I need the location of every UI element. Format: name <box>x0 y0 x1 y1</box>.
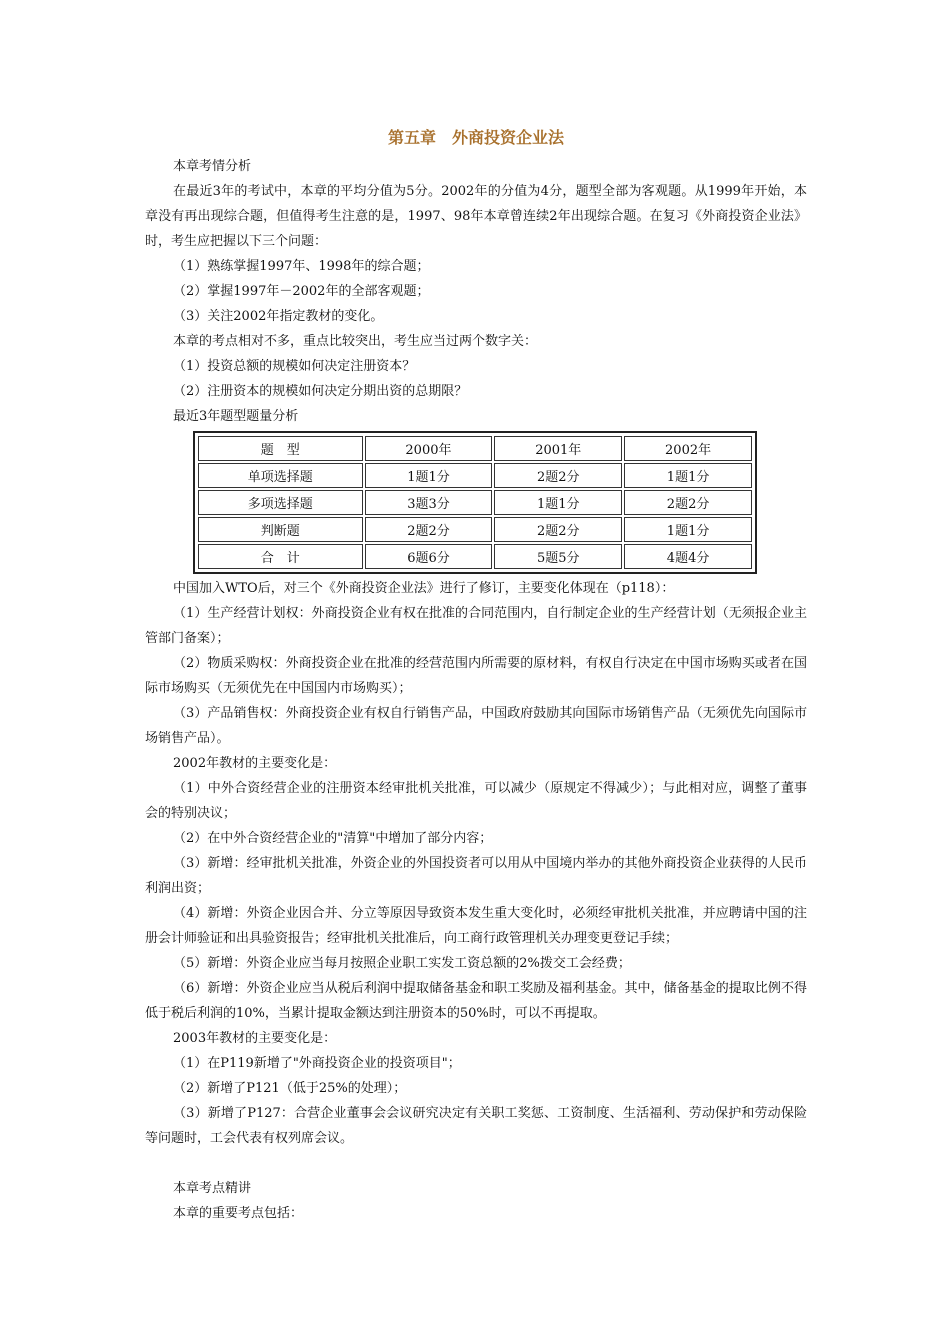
table-row <box>198 544 752 569</box>
document-page <box>145 126 807 1226</box>
numbers-list <box>145 354 807 404</box>
table-cell: 1题1分 <box>624 463 752 488</box>
numbers-intro: 本章的考点相对不多，重点比较突出，考生应当过两个数字关： <box>173 334 538 349</box>
table-row <box>198 490 752 515</box>
table-cell: 4题4分 <box>624 544 752 569</box>
section-heading-key-points: 本章考点精讲 <box>173 1181 252 1196</box>
changes-2002-intro: 2002年教材的主要变化是： <box>173 756 337 771</box>
changes-2003-intro: 2003年教材的主要变化是： <box>173 1031 337 1046</box>
spacer <box>145 1151 807 1176</box>
table-row <box>198 517 752 542</box>
table-header-row <box>198 436 752 461</box>
changes-2003-list <box>145 1051 807 1151</box>
list-item: （3）新增：经审批机关批准，外资企业的外国投资者可以用从中国境内举办的其他外商投资企业获得的人民币利润出资； <box>145 856 807 896</box>
table-cell: 5题5分 <box>494 544 622 569</box>
list-item: （1）中外合资经营企业的注册资本经审批机关批准，可以减少（原规定不得减少）；与此相对应，调整了董事会的特别决议； <box>145 781 807 821</box>
table-header-cell: 题 型 <box>198 436 363 461</box>
table-cell: 判断题 <box>198 517 363 542</box>
list-item: （2）掌握1997年－2002年的全部客观题； <box>173 284 430 299</box>
list-item: （1）投资总额的规模如何决定注册资本？ <box>173 359 416 374</box>
table-header-cell: 2000年 <box>365 436 493 461</box>
changes-2002-list <box>145 776 807 1026</box>
list-item: （2）注册资本的规模如何决定分期出资的总期限？ <box>173 384 468 399</box>
list-item: （3）关注2002年指定教材的变化。 <box>173 309 384 324</box>
table-cell: 2题2分 <box>624 490 752 515</box>
list-item: （5）新增：外资企业应当每月按照企业职工实发工资总额的2%拨交工会经费； <box>173 956 631 971</box>
list-item: （1）在P119新增了"外商投资企业的投资项目"； <box>173 1056 461 1071</box>
table-cell: 合 计 <box>198 544 363 569</box>
question-type-table <box>193 431 757 574</box>
list-item: （3）新增了P127：合营企业董事会会议研究决定有关职工奖惩、工资制度、生活福利、劳动保护和劳动保险等问题时，工会代表有权列席会议。 <box>145 1106 807 1146</box>
list-item: （6）新增：外资企业应当从税后利润中提取储备基金和职工奖励及福利基金。其中，储备基金的提取比例不得低于税后利润的10%，当累计提取金额达到注册资本的50%时，可以不再提取。 <box>145 981 807 1021</box>
intro-paragraph: 在最近3年的考试中，本章的平均分值为5分。2002年的分值为4分，题型全部为客观题。从1999年开始，本章没有再出现综合题，但值得考生注意的是，1997、98年本章曾连续2年出现综合题。在复习《外商投资企业法》时，考生应把握以下三个问题： <box>145 184 807 249</box>
table-cell: 1题1分 <box>624 517 752 542</box>
table-cell: 2题2分 <box>494 463 622 488</box>
table-cell: 2题2分 <box>494 517 622 542</box>
list-item: （2）新增了P121（低于25%的处理）； <box>173 1081 407 1096</box>
list-item: （2）在中外合资经营企业的"清算"中增加了部分内容； <box>173 831 493 846</box>
list-item: （1）熟练掌握1997年、1998年的综合题； <box>173 259 430 274</box>
section-heading-analysis: 本章考情分析 <box>173 159 252 174</box>
table-cell: 6题6分 <box>365 544 493 569</box>
wto-intro: 中国加入WTO后，对三个《外商投资企业法》进行了修订，主要变化体现在（p118）： <box>173 581 675 596</box>
table-header-cell: 2002年 <box>624 436 752 461</box>
wto-list <box>145 601 807 751</box>
table-header-cell: 2001年 <box>494 436 622 461</box>
table-caption: 最近3年题型题量分析 <box>173 409 299 424</box>
table-cell: 1题1分 <box>365 463 493 488</box>
list-item: （2）物质采购权：外商投资企业在批准的经营范围内所需要的原材料，有权自行决定在中国市场购买或者在国际市场购买（无须优先在中国国内市场购买）； <box>145 656 807 696</box>
table-cell: 3题3分 <box>365 490 493 515</box>
list-item: （3）产品销售权：外商投资企业有权自行销售产品，中国政府鼓励其向国际市场销售产品（无须优先向国际市场销售产品）。 <box>145 706 807 746</box>
focus-list <box>145 254 807 329</box>
table-cell: 1题1分 <box>494 490 622 515</box>
chapter-title: 第五章 外商投资企业法 <box>387 128 564 147</box>
list-item: （1）生产经营计划权：外商投资企业有权在批准的合同范围内，自行制定企业的生产经营计划（无须报企业主管部门备案）； <box>145 606 807 646</box>
list-item: （4）新增：外资企业因合并、分立等原因导致资本发生重大变化时，必须经审批机关批准，并应聘请中国的注册会计师验证和出具验资报告；经审批机关批准后，向工商行政管理机关办理变更登记手续； <box>145 906 807 946</box>
table-cell: 多项选择题 <box>198 490 363 515</box>
table-row <box>198 463 752 488</box>
table-cell: 单项选择题 <box>198 463 363 488</box>
table-cell: 2题2分 <box>365 517 493 542</box>
key-points-intro: 本章的重要考点包括： <box>173 1206 304 1221</box>
